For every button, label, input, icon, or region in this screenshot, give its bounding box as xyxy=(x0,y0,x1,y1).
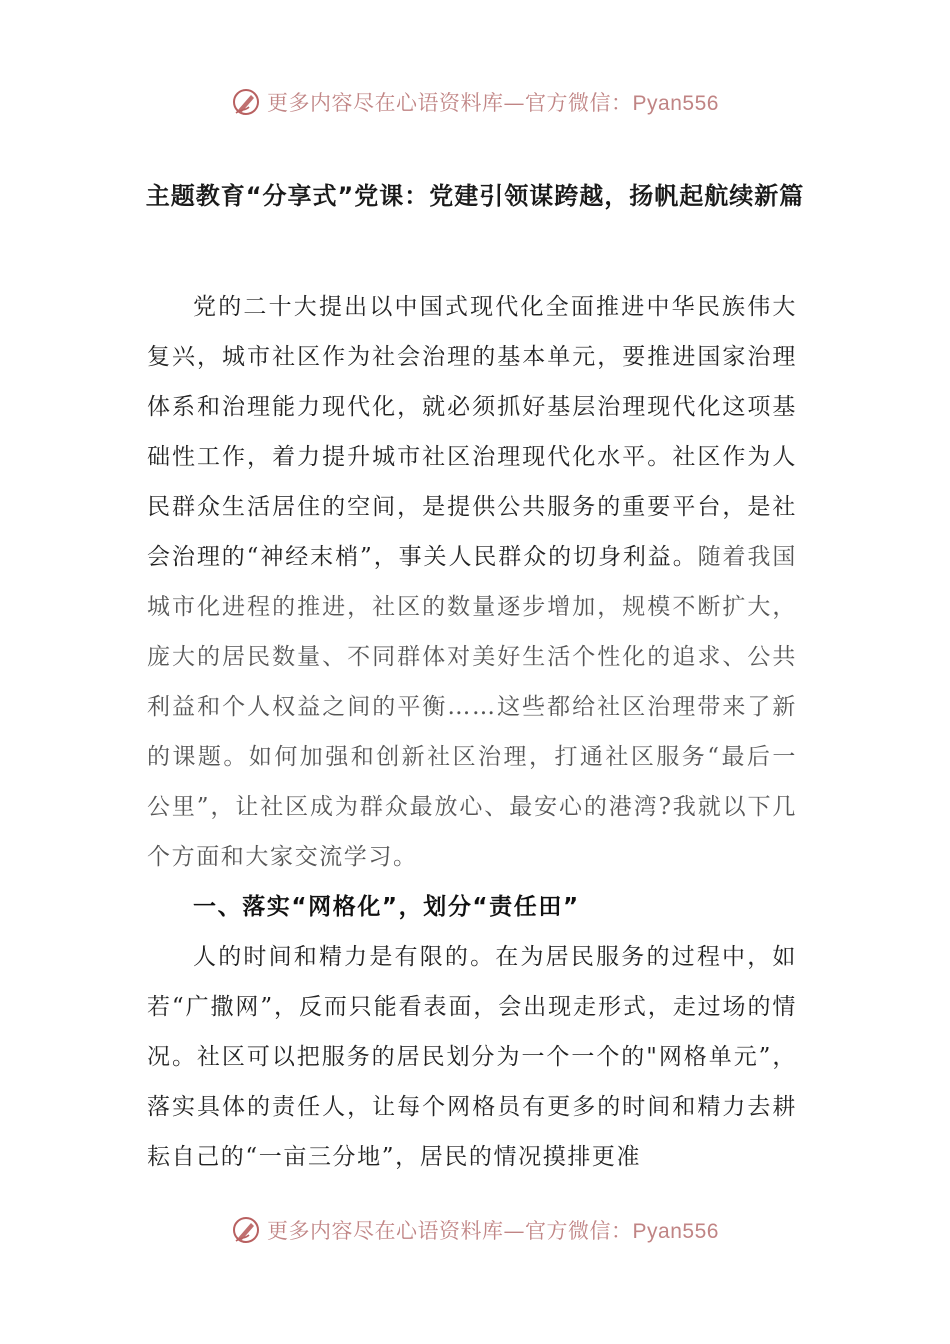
watermark-text: 更多内容尽在心语资料库—官方微信：Pyan556 xyxy=(267,91,719,115)
document-title: 主题教育“分享式”党课：党建引领谋跨越，扬帆起航续新篇 xyxy=(145,182,805,210)
pen-logo-icon xyxy=(231,1215,261,1245)
intro-paragraph-part1: 党的二十大提出以中国式现代化全面推进中华民族伟大复兴，城市社区作为社会治理的基本单元，要推进国家治理体系和治理能力现代化，就必须抓好基层治理现代化这项基础性工作，着力提升城市社区治理现代化水平。社区作为人民群众生活居住的空间，是提供公共服务的重要平台，是社会治理的“神经末梢”，事关人民群众的切身利益。 xyxy=(147,294,797,570)
watermark-wechat-id: Pyan556 xyxy=(632,1220,719,1243)
watermark-wechat-id: Pyan556 xyxy=(632,92,719,115)
watermark-text: 更多内容尽在心语资料库—官方微信：Pyan556 xyxy=(267,1219,719,1243)
section-1-paragraph: 人的时间和精力是有限的。在为居民服务的过程中，如若“广撒网”，反而只能看表面，会出现走形式，走过场的情况。社区可以把服务的居民划分为一个一个的"网格单元”，落实具体的责任人，让每个网格员有更多的时间和精力去耕耘自己的“一亩三分地”，居民的情况摸排更准 xyxy=(147,944,797,1170)
header-watermark xyxy=(0,82,950,122)
intro-paragraph-part2: 随着我国城市化进程的推进，社区的数量逐步增加，规模不断扩大，庞大的居民数量、不同群体对美好生活个性化的追求、公共利益和个人权益之间的平衡……这些都给社区治理带来了新的课题。如何加强和创新社区治理，打通社区服务“最后一公里”，让社区成为群众最放心、最安心的港湾?我就以下几个方面和大家交流学习。 xyxy=(147,544,797,870)
document-body xyxy=(147,282,797,1182)
pen-logo-icon xyxy=(231,87,261,117)
intro-paragraph xyxy=(147,282,797,882)
footer-watermark xyxy=(0,1210,950,1250)
section-heading-1: 一、落实“网格化”，划分“责任田” xyxy=(193,894,580,920)
